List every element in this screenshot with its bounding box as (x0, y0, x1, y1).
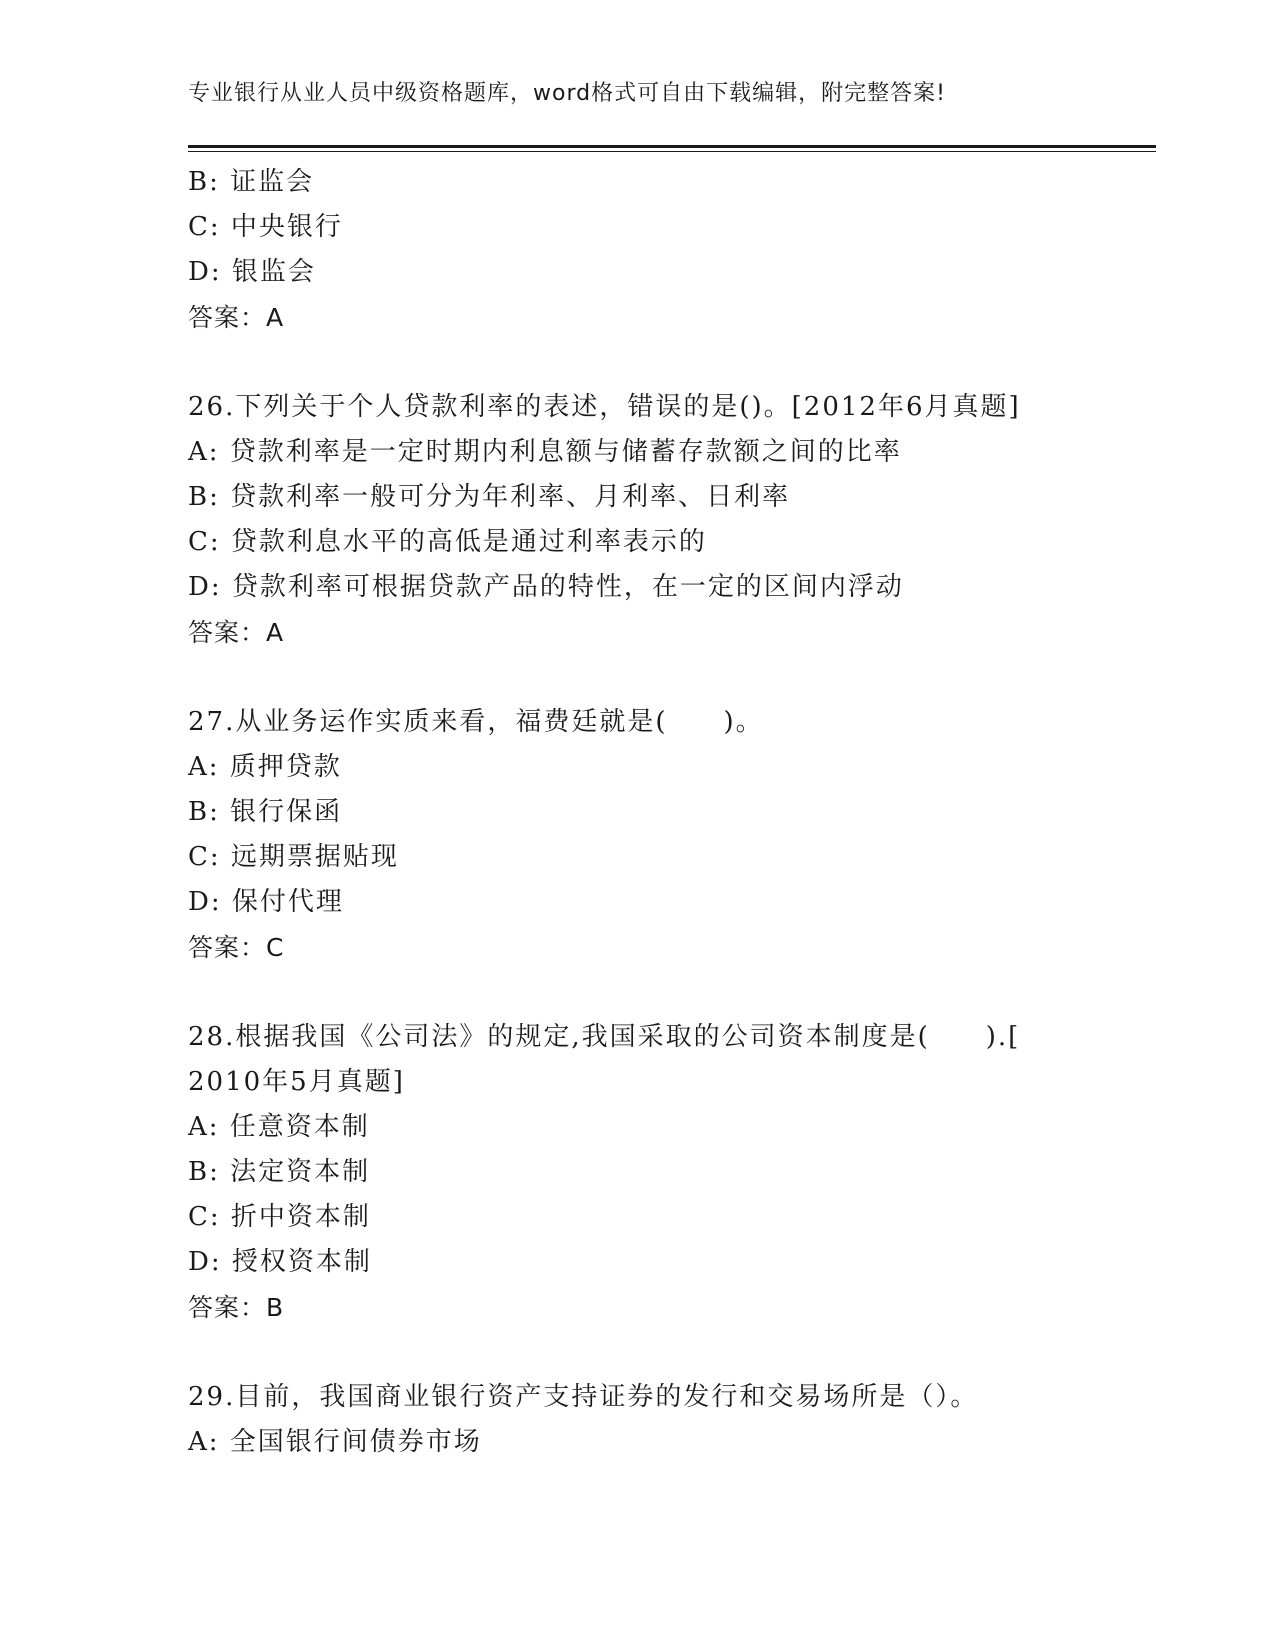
option-line: C: 中央银行 (188, 212, 343, 242)
answer-line: 答案：A (188, 618, 285, 647)
question-text: 27.从业务运作实质来看，福费廷就是( )。 (188, 707, 764, 737)
option-line: D: 授权资本制 (188, 1247, 372, 1277)
question-text: 29.目前，我国商业银行资产支持证券的发行和交易场所是（）。 (188, 1382, 979, 1412)
question-text: 26.下列关于个人贷款利率的表述，错误的是()。[2012年6月真题] (188, 392, 1021, 422)
question-text: 2010年5月真题] (188, 1067, 405, 1097)
blank-spacer (188, 970, 1156, 1015)
option-line: A: 全国银行间债券市场 (188, 1427, 482, 1457)
option-line: D: 银监会 (188, 257, 316, 287)
option-line: C: 远期票据贴现 (188, 842, 399, 872)
option-line: B: 银行保函 (188, 797, 343, 827)
blank-spacer (188, 1330, 1156, 1375)
answer-line: 答案：A (188, 303, 285, 332)
option-line: C: 折中资本制 (188, 1202, 371, 1232)
blank-spacer (188, 655, 1156, 700)
option-line: B: 法定资本制 (188, 1157, 371, 1187)
header-rule-thick (188, 145, 1156, 148)
option-line: A: 贷款利率是一定时期内利息额与储蓄存款额之间的比率 (188, 437, 902, 467)
answer-line: 答案：C (188, 933, 285, 962)
answer-line: 答案：B (188, 1293, 285, 1322)
option-line: A: 任意资本制 (188, 1112, 370, 1142)
option-line: A: 质押贷款 (188, 752, 342, 782)
blank-spacer (188, 340, 1156, 385)
option-line: D: 保付代理 (188, 887, 344, 917)
option-line: D: 贷款利率可根据贷款产品的特性，在一定的区间内浮动 (188, 572, 904, 602)
question-text: 28.根据我国《公司法》的规定,我国采取的公司资本制度是( ).[ (188, 1022, 1021, 1052)
question-content (188, 160, 1156, 1465)
option-line: B: 贷款利率一般可分为年利率、月利率、日利率 (188, 482, 791, 512)
option-line: B: 证监会 (188, 167, 315, 197)
option-line: C: 贷款利息水平的高低是通过利率表示的 (188, 527, 707, 557)
page-header: 专业银行从业人员中级资格题库，word格式可自由下载编辑，附完整答案! (188, 81, 946, 106)
header-rule-thin (188, 151, 1156, 152)
